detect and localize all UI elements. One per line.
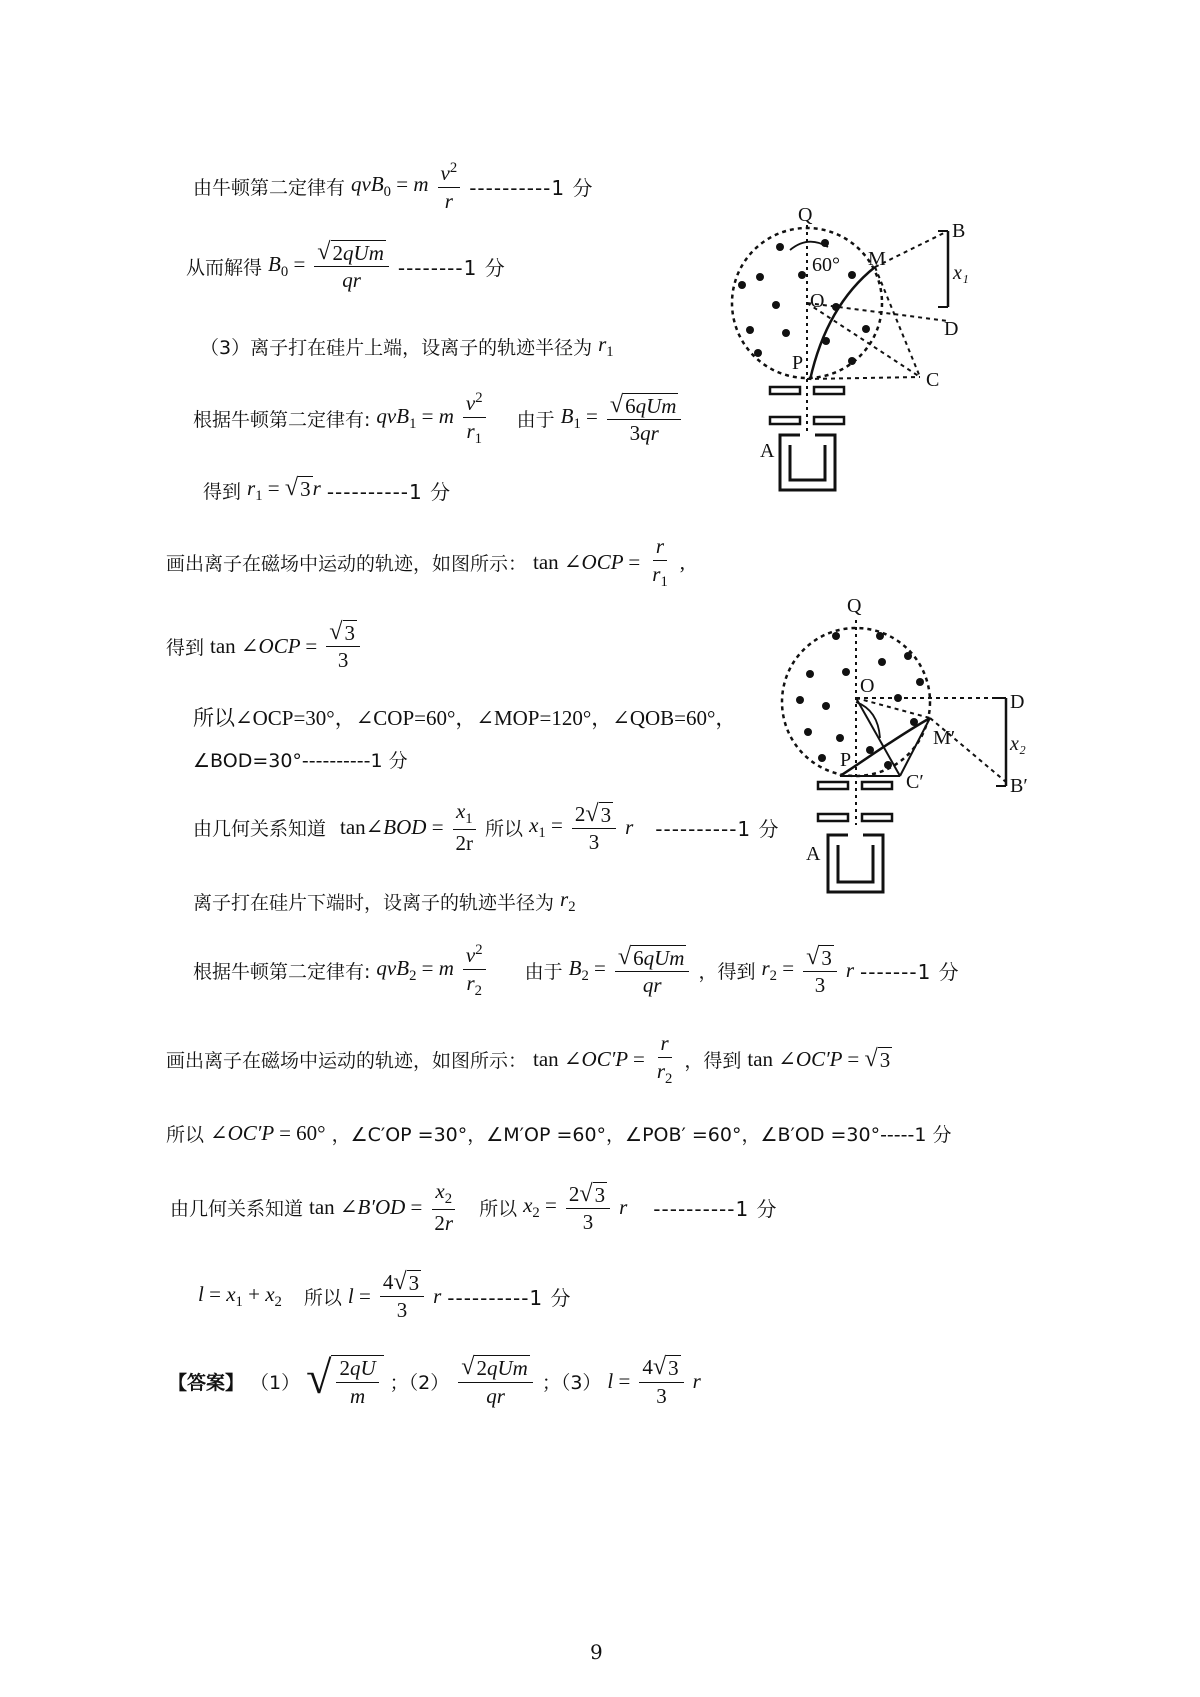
text: 画出离子在磁场中运动的轨迹，如图所示： [166,1050,528,1073]
eq-line-1 [193,160,593,213]
text: 得到 [203,481,242,504]
answer-1-formula: √ $\frac{2qU}{m}$ [306,1355,384,1408]
text: 由牛顿第二定律有 [193,177,346,200]
label-angle: 60° [812,254,840,276]
fraction: √ 2qUm qr [314,240,389,292]
eq-line-11: 离子打在硅片下端时，设离子的轨迹半径为 $r_2$ [193,887,576,916]
score: ----------1 分 [653,1197,778,1222]
text: （1） [250,1372,301,1395]
score: ----------1 分 [447,1285,572,1310]
text: ，得到 [698,961,756,984]
page-number: 9 [590,1640,603,1664]
diagram-lower-trajectory [770,590,1040,910]
label-Q: Q [798,204,813,226]
label-A: A [760,440,775,462]
text: 所以 [166,1124,205,1146]
text: 画出离子在磁场中运动的轨迹，如图所示： [166,553,528,576]
fraction: $\frac{r}{r_2}$ [656,1031,673,1088]
text: （3）离子打在硅片上端，设离子的轨迹半径为 [200,337,593,360]
formula: qvB$_0$ = m [351,172,429,201]
fraction: √ 6qUm qr [615,945,690,997]
text: 所以∠OCP=30°，∠COP=60°，∠MOP=120°，∠QOB=60°， [193,706,737,730]
eq-line-7: 得到 tan ∠OCP = √ 3 3 [166,620,363,672]
answer-label: 【答案】 [168,1372,245,1395]
eq-line-14: 所以 ∠OC′P = 60° ，∠C′OP =30°，∠M′OP =60°，∠POB′ =60°，∠B′OD =30°-----1 分 [166,1121,952,1146]
text: 根据牛顿第二定律有: [193,961,371,984]
ion-trajectory [810,267,875,380]
score: ----------1 分 [655,817,780,842]
score: ----------1 分 [326,480,452,505]
eq-line-10: 由几何关系知道 tan∠BOD = $\frac{x_1}{2r}$ 所以 $x_1$ = 2 √ 3 3 r ----------1 分 [193,799,780,856]
eq-line-3: （3）离子打在硅片上端，设离子的轨迹半径为 $r_1$ [200,332,614,361]
eq-line-8 [193,702,736,732]
text: 由几何关系知道 [193,818,327,841]
label-O: O [810,290,825,312]
text: 由几何关系知道 [170,1198,304,1221]
label-C: C [926,369,940,391]
eq-line-12: 根据牛顿第二定律有: qvB$_2$ = m $\frac{v^2}{r_2}$ 由于 $B_2$ = √ 6qUm qr ，得到 $r_2$ = √ 3 3 r -------1 分 [193,942,960,1000]
fraction: √ 6qUm 3qr [607,393,682,445]
answer-line: 【答案】 （1） √ $\frac{2qU}{m}$ ；（2） √ 2qUm qr ；（3） l = 4 √ 3 3 r [168,1352,701,1409]
ion-source [828,835,883,892]
label-Q: Q [847,595,862,617]
score: -------1 分 [860,960,960,985]
eq-line-4: 根据牛顿第二定律有: qvB$_1$ = m $\frac{v^2}{r_1}$ 由于 $B_1$ = √ 6qUm 3qr [193,390,684,447]
text: 所以 [303,1286,342,1309]
diagram-upper-trajectory [720,195,990,505]
label-O: O [860,675,875,697]
eq-line-16: $l = x_1 + x_2$ 所以 l = 4 √ 3 3 r ----------1 分 [198,1268,572,1323]
text: 由于 [516,409,555,432]
answer-3-formula: 4 √ 3 3 [639,1355,683,1407]
answer-2-formula: √ 2qUm qr [458,1355,533,1407]
fraction: 4 √ 3 3 [380,1270,424,1322]
text: 所以 [479,1198,518,1221]
label-B-prime: B′ [1010,775,1028,797]
label-D: D [944,318,959,340]
fraction: √ 3 3 [326,620,360,672]
text: ，∠C′OP =30°，∠M′OP =60°，∠POB′ =60°，∠B′OD =30°-----1 分 [331,1124,952,1146]
label-C-prime: C′ [906,771,924,793]
eq-line-9 [193,746,408,773]
fraction: $\frac{v^2}{r_1}$ [463,390,486,447]
fraction: $\frac{r}{r_1}$ [652,534,668,591]
eq-line-2 [186,240,506,292]
fraction: 2 √ 3 3 [566,1182,610,1234]
text: ；（2） [389,1372,450,1395]
label-x1: x₁ [953,262,969,284]
label-x2: x₂ [1010,733,1026,755]
eq-line-6: 画出离子在磁场中运动的轨迹，如图所示： tan ∠OCP = $\frac{r}{r_1}$ , [166,534,686,591]
fraction: $\frac{v^2}{r}$ [438,160,461,213]
label-A: A [806,843,821,865]
text: 所以 [485,818,524,841]
eq-line-15: 由几何关系知道 tan ∠B′OD = $\frac{x_2}{2r}$ 所以 $x_2$ = 2 √ 3 3 r ----------1 分 [170,1179,778,1236]
ion-source [780,435,835,490]
text: ∠BOD=30°----------1 分 [193,750,408,772]
text: ；（3） [541,1372,602,1395]
text: 由于 [524,961,563,984]
eq-line-13: 画出离子在磁场中运动的轨迹，如图所示： tan ∠OC′P = $\frac{r}{r_2}$ ，得到 tan ∠OC′P = √ 3 [166,1031,891,1088]
text: 得到 [166,636,205,659]
score: --------1 分 [397,255,506,280]
text: 离子打在硅片下端时，设离子的轨迹半径为 [193,892,555,915]
fraction: $\frac{v^2}{r_2}$ [463,942,486,999]
text: 从而解得 [186,256,263,279]
fraction: $\frac{x_1}{2r}$ [453,800,477,855]
field-dots [796,632,924,769]
label-P: P [840,749,852,771]
label-M: M [868,248,886,270]
label-B: B [952,220,966,242]
text: ，得到 [684,1050,742,1073]
eq-line-5: 得到 $r_1$ = √ 3 r ----------1 分 [203,474,452,505]
score: ----------1 分 [469,176,594,201]
fraction: √ 3 3 [803,945,837,997]
field-dots [738,239,870,365]
formula: $B_0$ = [268,251,306,280]
fraction: $\frac{x_2}{2r}$ [434,1179,454,1236]
text: 根据牛顿第二定律有: [193,409,371,432]
label-P: P [792,352,804,374]
label-D: D [1010,691,1025,713]
fraction: 2 √ 3 3 [572,802,616,854]
label-M-prime: M′ [933,727,956,749]
